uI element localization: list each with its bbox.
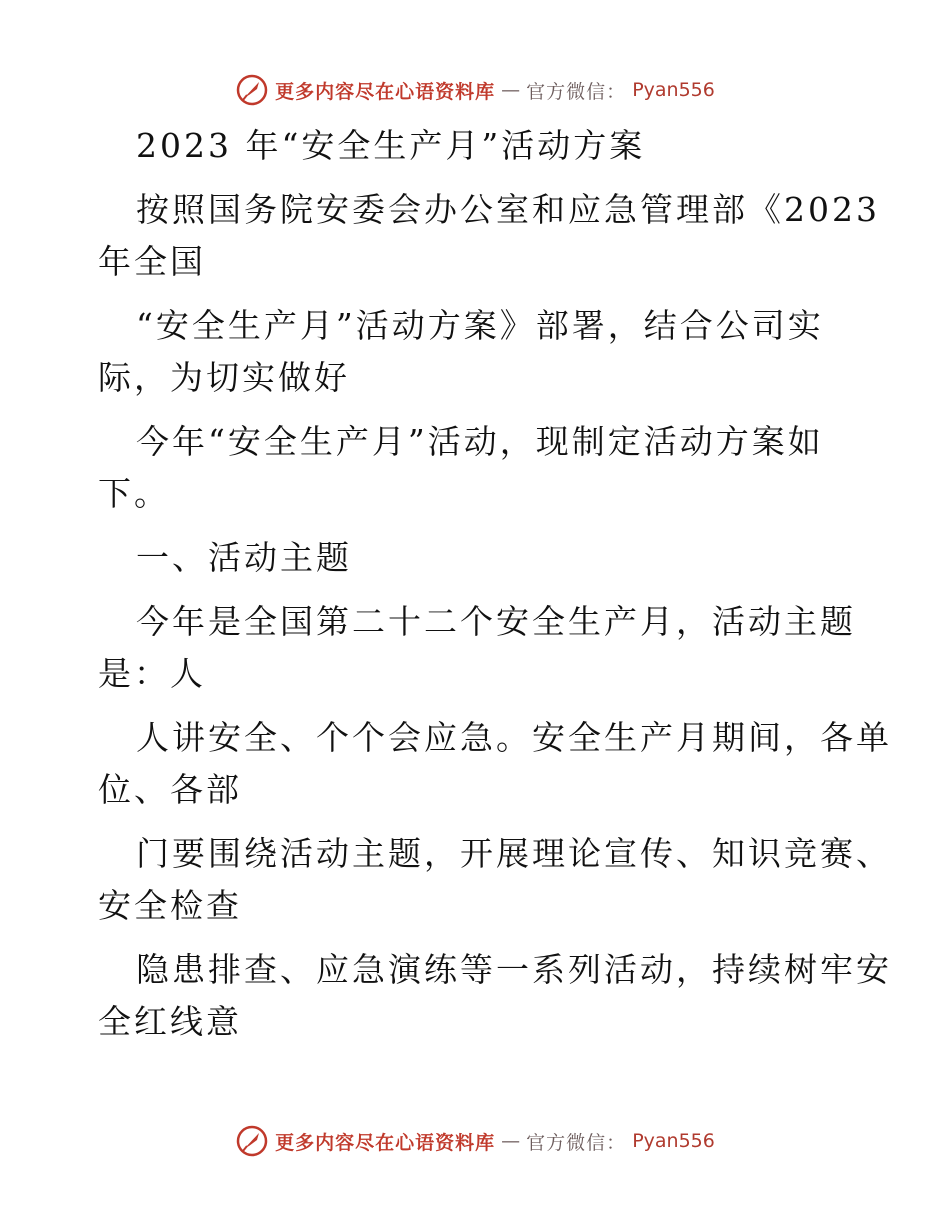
watermark-wechat-id: Pyan556 [632,1130,715,1152]
paragraph-line: 按照国务院安委会办公室和应急管理部《2023 [136,190,880,229]
paragraph-line: 是：人 [98,654,206,693]
watermark-wechat-id: Pyan556 [632,79,715,101]
paragraph-line: 人讲安全、个个会应急。安全生产月期间，各单 [136,718,892,757]
watermark-dash: — [501,79,521,101]
paragraph-line: 隐患排查、应急演练等一系列活动，持续树牢安 [136,950,892,989]
document-body [98,120,892,1048]
section-heading: 一、活动主题 [136,538,352,577]
quill-pen-logo-icon [235,1124,269,1158]
paragraph-line: 位、各部 [98,770,242,809]
watermark-header [0,70,950,110]
document-title: 2023 年“安全生产月”活动方案 [136,126,646,165]
watermark-sub-text: 官方微信： [526,1131,627,1154]
paragraph-line: 下。 [98,474,170,513]
watermark-footer [0,1121,950,1161]
watermark-main-text: 更多内容尽在心语资料库 [275,1131,496,1154]
quill-pen-logo-icon [235,73,269,107]
paragraph-line: 门要围绕活动主题，开展理论宣传、知识竞赛、 [136,834,892,873]
paragraph-line: 安全检查 [98,886,242,925]
paragraph-line: 全红线意 [98,1002,242,1041]
watermark-sub-text: 官方微信： [526,80,627,103]
paragraph-line: 际，为切实做好 [98,358,350,397]
paragraph-line: 今年“安全生产月”活动，现制定活动方案如 [136,422,824,461]
watermark-dash: — [501,1130,521,1152]
paragraph-line: “安全生产月”活动方案》部署，结合公司实 [136,306,824,345]
watermark-main-text: 更多内容尽在心语资料库 [275,80,496,103]
paragraph-line: 年全国 [98,242,206,281]
paragraph-line: 今年是全国第二十二个安全生产月，活动主题 [136,602,856,641]
